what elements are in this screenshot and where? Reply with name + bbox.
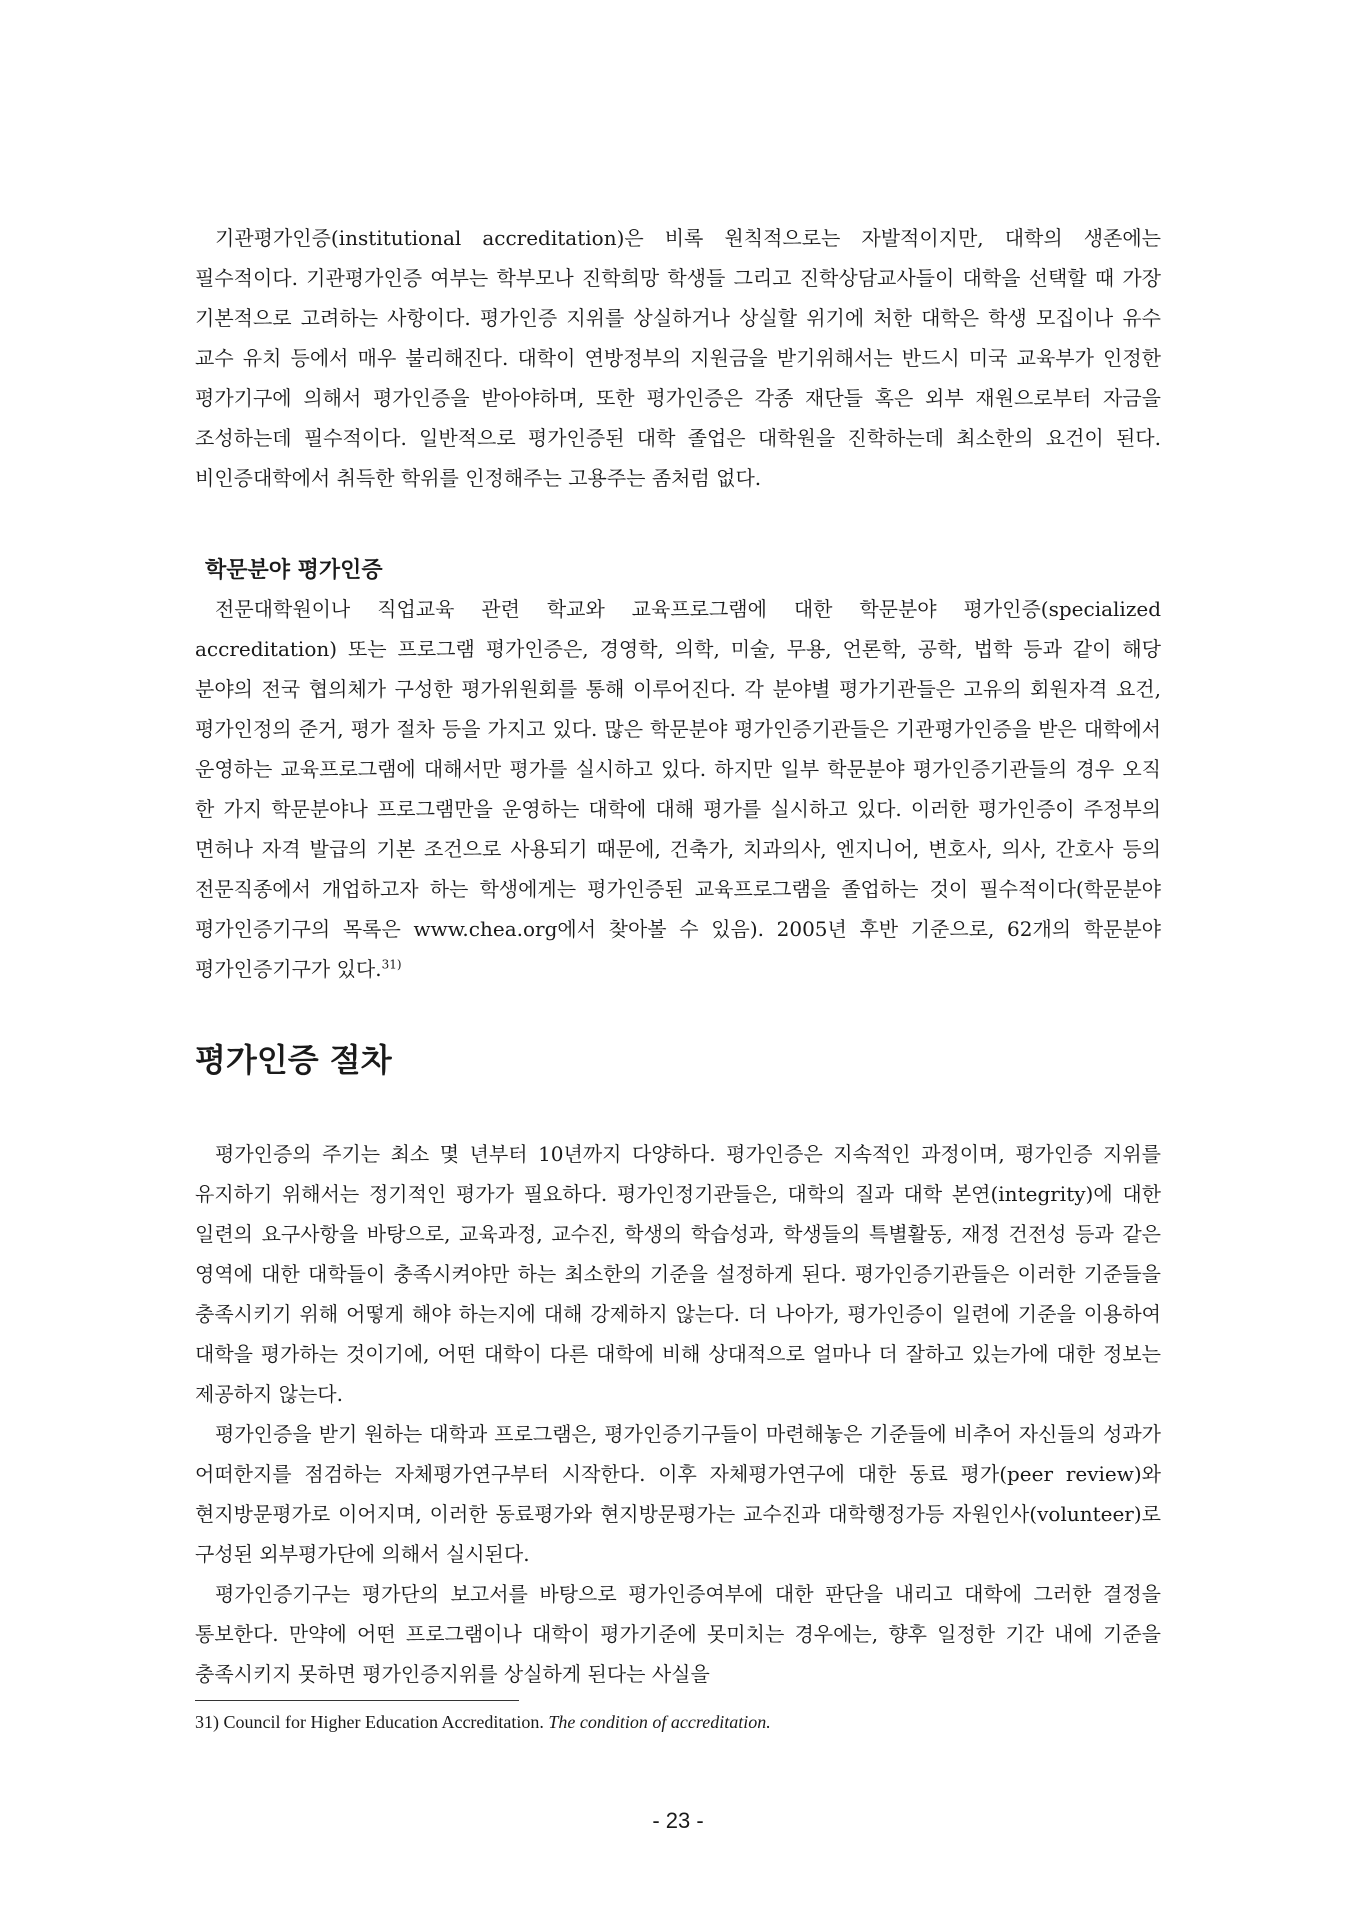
footnote [195,1708,1161,1736]
procedure-paragraph-2: 평가인증을 받기 원하는 대학과 프로그램은, 평가인증기구들이 마련해놓은 기준들에 비추어 자신들의 성과가 어떠한지를 점검하는 자체평가연구부터 시작한다. 이후 자체평가연구에 대한 동료 평가(peer review)와 현지방문평가로 이어지며, 이러한 동료평가와 현지방문평가는 교수진과 대학행정가등 자원인사(volunteer)로 구성된 외부평가단에 의해서 실시된다. [195,1422,1161,1566]
footnote-title: The condition of accreditation. [548,1712,771,1732]
footnote-reference: 31) [381,957,402,972]
page-number: - 23 - [652,1808,704,1833]
specialized-accreditation-heading: 학문분야 평가인증 [205,558,383,583]
specialized-accreditation-paragraph [195,589,1161,989]
procedure-body [195,1134,1161,1694]
section-institutional-accreditation [195,218,1161,498]
footnote-source: Council for Higher Education Accreditation. [223,1712,544,1732]
section-specialized-accreditation [195,553,1161,989]
footnote-divider [195,1700,519,1701]
procedure-paragraph-1: 평가인증의 주기는 최소 몇 년부터 10년까지 다양하다. 평가인증은 지속적인 과정이며, 평가인증 지위를 유지하기 위해서는 정기적인 평가가 필요하다. 평가인정기관들은, 대학의 질과 대학 본연(integrity)에 대한 일련의 요구사항을 바탕으로, 교육과정, 교수진, 학생의 학습성과, 학생들의 특별활동, 재정 건전성 등과 같은 영역에 대한 대학들이 충족시켜야만 하는 최소한의 기준을 설정하게 된다. 평가인증기관들은 이러한 기준들을 충족시키기 위해 어떻게 해야 하는지에 대해 강제하지 않는다. 더 나아가, 평가인증이 일련에 기준을 이용하여 대학을 평가하는 것이기에, 어떤 대학이 다른 대학에 비해 상대적으로 얼마나 더 잘하고 있는가에 대한 정보는 제공하지 않는다. [195,1142,1161,1406]
specialized-paragraph-text: 전문대학원이나 직업교육 관련 학교와 교육프로그램에 대한 학문분야 평가인증(specialized accreditation) 또는 프로그램 평가인증은, 경영학, 의학, 미술, 무용, 언론학, 공학, 법학 등과 같이 해당 분야의 전국 협의체가 구성한 평가위원회를 통해 이루어진다. 각 분야별 평가기관들은 고유의 회원자격 요건, 평가인정의 준거, 평가 절차 등을 가지고 있다. 많은 학문분야 평가인증기관들은 기관평가인증을 받은 대학에서 운영하는 교육프로그램에 대해서만 평가를 실시하고 있다. 하지만 일부 학문분야 평가인증기관들의 경우 오직 한 가지 학문분야나 프로그램만을 운영하는 대학에 대해 평가를 실시하고 있다. 이러한 평가인증이 주정부의 면허나 자격 발급의 기본 조건으로 사용되기 때문에, 건축가, 치과의사, 엔지니어, 변호사, 의사, 간호사 등의 전문직종에서 개업하고자 하는 학생에게는 평가인증된 교육프로그램을 졸업하는 것이 필수적이다(학문분야 평가인증기구의 목록은 www.chea.org에서 찾아볼 수 있음). 2005년 후반 기준으로, 62개의 학문분야 평가인증기구가 있다. [195,597,1161,981]
footnote-number: 31) [195,1712,219,1732]
institutional-accreditation-paragraph: 기관평가인증(institutional accreditation)은 비록 원칙적으로는 자발적이지만, 대학의 생존에는 필수적이다. 기관평가인증 여부는 학부모나 진학희망 학생들 그리고 진학상담교사들이 대학을 선택할 때 가장 기본적으로 고려하는 사항이다. 평가인증 지위를 상실하거나 상실할 위기에 처한 대학은 학생 모집이나 유수 교수 유치 등에서 매우 불리해진다. 대학이 연방정부의 지원금을 받기위해서는 반드시 미국 교육부가 인정한 평가기구에 의해서 평가인증을 받아야하며, 또한 평가인증은 각종 재단들 혹은 외부 재원으로부터 자금을 조성하는데 필수적이다. 일반적으로 평가인증된 대학 졸업은 대학원을 진학하는데 최소한의 요건이 된다. 비인증대학에서 취득한 학위를 인정해주는 고용주는 좀처럼 없다. [195,226,1161,490]
procedure-paragraph-3: 평가인증기구는 평가단의 보고서를 바탕으로 평가인증여부에 대한 판단을 내리고 대학에 그러한 결정을 통보한다. 만약에 어떤 프로그램이나 대학이 평가기준에 못미치는 경우에는, 향후 일정한 기간 내에 기준을 충족시키지 못하면 평가인증지위를 상실하게 된다는 사실을 [195,1582,1161,1686]
procedure-heading: 평가인증 절차 [195,1041,392,1079]
section-accreditation-procedure [195,1036,1161,1694]
